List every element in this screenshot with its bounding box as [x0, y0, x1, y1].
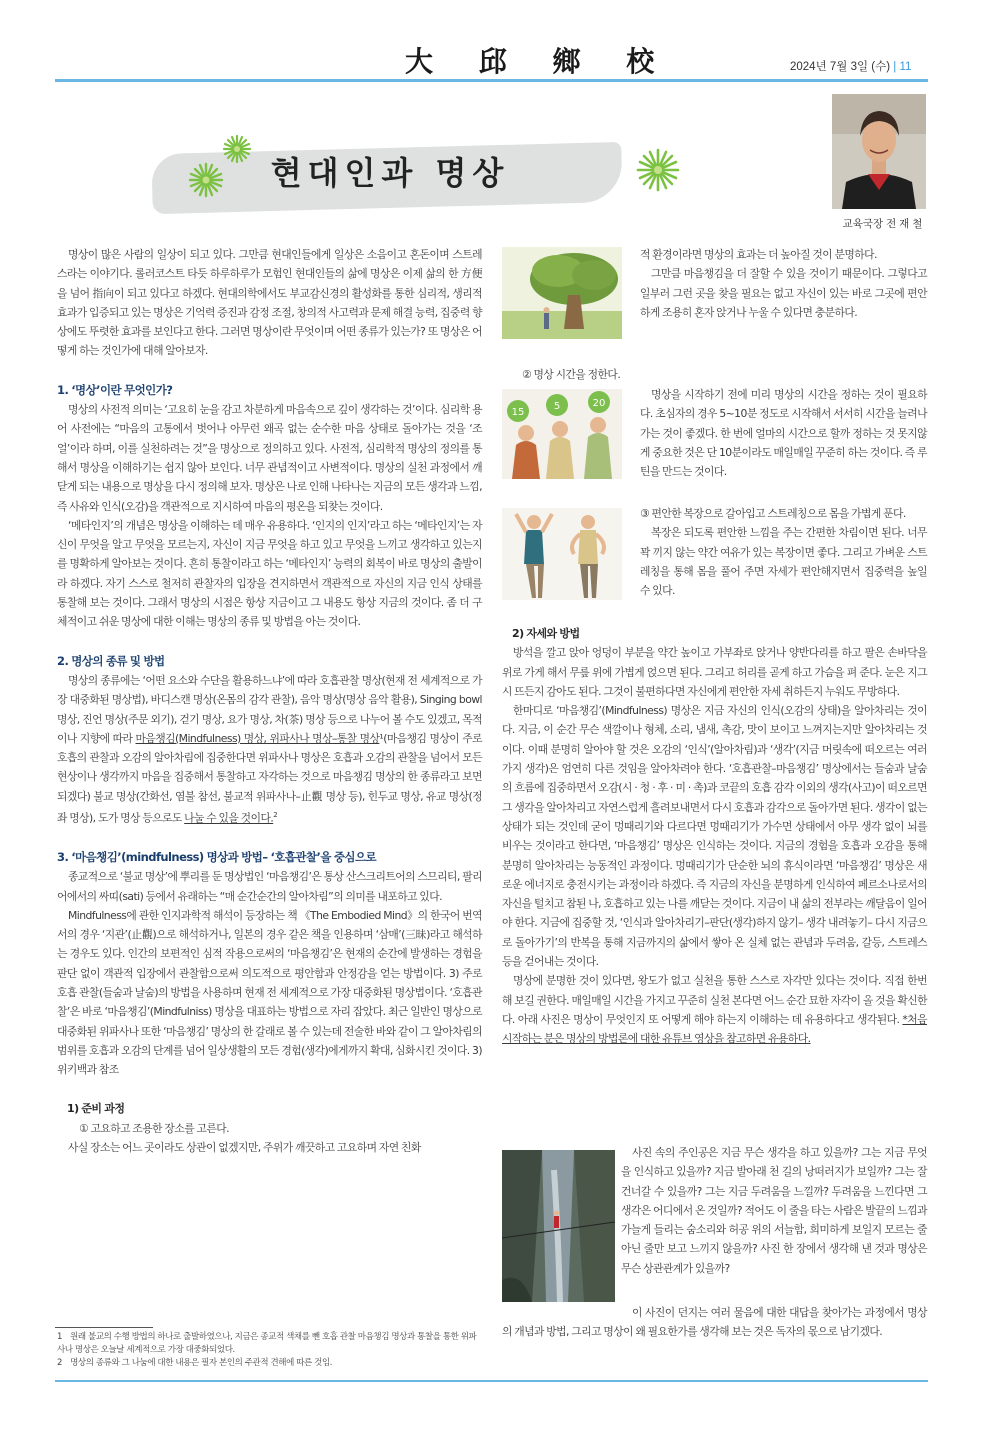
author-portrait — [832, 94, 926, 209]
article-title: 현대인과 명상 — [270, 154, 510, 192]
issue-date-line — [790, 58, 911, 74]
footnote-rule — [55, 1327, 153, 1328]
underlined-text: 나눌 수 있을 것이다. — [184, 811, 274, 825]
step-3-label: ③ 편안한 복장으로 갈아입고 스트레칭으로 몸을 가볍게 푼다. — [640, 507, 906, 520]
section-3-paragraph: Mindfulness에 관한 인지과학적 해석이 등장하는 책 《The Embodied Mind》의 한국어 번역서의 경우 ‘지관’(止觀)으로 해석하거나, 일본의 경우 같은 책을 인용하며 ‘삼매’(三昧)라고 해석하는 경우도 있다. 인간의 보편적인 심적 작용으로써의 ‘마음챙김’은 현재의 순간에 발생하는 경험을 판단 없이 객관적 입장에서 관찰함으로써 의도적으로 평안함과 안정감을 얻는 방법이다. 3) 주로 호흡 관찰(들숨과 날숨)의 방법을 사용하며 현재 전 세계적으로 가장 대중화된 명상법이다. ‘호흡관찰’은 바로 ‘마음챙김’(Mindfulniss) 명상을 대표하는 방법으로 자리 잡았다. 최근 일반인 명상으로 대중화된 위파사나 또한 ‘마음챙김’ 명상의 한 갈래로 볼 수 있는데 전술한 바와 같이 그 알아차림의 범위를 호흡과 오감의 단계를 넘어 일상생활의 모든 경험(생각)에게까지 확대, 심화시킨 것이다. 3) 위키백과 참조 — [57, 908, 482, 1077]
section-1-paragraph: ‘메타인지’의 개념은 명상을 이해하는 데 매우 유용하다. ‘인지의 인지’라고 하는 ‘메타인지’는 자신이 무엇을 알고 무엇을 모르는지, 자신이 지금 무엇을 하고 있고 무엇을 느끼고 생각하고 있는지를 명확하게 알아보는 것이다. 흔히 통찰이라고 하는 ‘메타인지’ 능력의 회복이 바로 명상의 출발이라 하겠다. 자기 스스로 철저히 관찰자의 입장을 견지하면서 객관적으로 자신의 지금 인식 상태를 통찰해 보는 것이다. 그래서 명상의 시점은 항상 지금이고 그 내용도 항상 지금의 것이다. 좀 더 구체적이고 쉬운 명상에 대한 이해는 명상의 종류 및 방법을 아는 것이다. — [57, 518, 482, 629]
photo-question-text — [621, 1143, 927, 1278]
right-top-text — [640, 245, 927, 322]
intro-paragraph: 명상이 많은 사람의 일상이 되고 있다. 그만큼 현대인들에게 일상은 소음이고 혼돈이며 스트레스라는 이야기다. 롤러코스트 타듯 하루하루가 모험인 현대인들의 삶에 명상은 이제 삶의 한 方便을 넘어 指向이 되고 있다고 하겠다. 현대의학에서도 부교감신경의 활성화를 통한 심리적, 생리적 효과가 입증되고 있는 명상은 기억력 증진과 감정 조절, 창의적 사고력과 문제 해결 능력, 집중력 향상에도 뚜렷한 효과를 보인다고 한다. 그러면 명상이란 무엇이며 어떤 종류가 있는가? 또 명상은 어떻게 하는 것인가에 대해 알아보자. — [57, 248, 482, 358]
paragraph: 그만큼 마음챙김을 더 잘할 수 있을 것이기 때문이다. 그렇다고 일부러 그런 곳을 찾을 필요는 없고 자신이 있는 바로 그곳에 편안하게 조용히 혼자 앉거나 누울 수 있다면 충분하다. — [640, 267, 927, 319]
prep-step-1-body: 사실 장소는 어느 곳이라도 상관이 없겠지만, 주위가 깨끗하고 고요하며 자연 친화 — [68, 1141, 421, 1155]
author-caption: 교육국장 전 재 철 — [842, 218, 923, 230]
text-span: ¹(마음챙김 명상이 주로 호흡의 관찰과 오감의 알아차림에 집중한다면 위파사나 명상은 호흡과 오감의 관찰을 넘어서 모든 현상이나 생각까지 마음을 집중해서 통찰하고 자각하는 것으로 마음챙김 명상의 한 종류라고 보면 되겠다) 불교 명상(간화선, 염불 참선, 불교적 위파사나–止觀 명상 등), 힌두교 명상, 유교 명상(정좌 명상), 도가 명상 등으로도 — [57, 731, 483, 825]
posture-section — [502, 624, 927, 1049]
photo-question-paragraph: 사진 속의 주인공은 지금 무슨 생각을 하고 있을까? 그는 지금 무엇을 인식하고 있을까? 지금 발아래 천 길의 낭떠러지가 보일까? 그는 잘 건너갈 수 있을까? 그는 지금 두려움을 느낄까? 두려움을 느낀다면 그 생각은 어디에서 온 것일까? 적어도 이 줄을 타는 사람은 발끝의 느낌과 가늘게 들리는 숨소리와 허공 위의 서늘함, 희미하게 보일지 모르는 줄 아닌 줄만 보고 느끼지 않을까? 사진 한 장에서 생각해 낸 것과 명상은 무슨 상관관계가 있을까? — [621, 1146, 927, 1275]
posture-paragraph: 한마디로 ‘마음챙김’(Mindfulness) 명상은 지금 자신의 인식(오감의 상태)을 알아차리는 것이다. 지금, 이 순간 무슨 색깔이나 형체, 소리, 냄새, 촉감, 맛이 보이고 느껴지는지만 알아차리는 것이다. 이때 분명히 알아야 할 것은 오감의 ‘인식’(알아차림)과 ‘생각’(지금 머릿속에 떠오르는 여러 가지 생각)은 엄연히 다른 것임을 알아차려야 한다. ‘호흡관찰–마음챙김’ 명상에서는 들숨과 날숨의 흐름에 집중하면서 오감(시 · 청 · 후 · 미 · 촉)과 코끝의 호흡 감각 이외의 생각(사고)이 떠오르면 그 생각을 알아차리고 자연스럽게 흘려보내면서 다시 호흡과 감각으로 돌아가면 된다. 생각이 없는 상태가 되는 것인데 굳이 멍때리기와 다르다면 멍때리기가 가수면 상태에서 아무 생각 없이 뇌를 비우는 것이라고 한다면, ‘마음챙김’ 명상은 인식하는 것이다. 지금의 경험을 호흡과 오감을 통해 분명히 알아차리는 능동적인 과정이다. 멍때리기가 단순한 뇌의 휴식이라면 ‘마음챙김’ 명상은 새로운 에너지로 충전시키는 과정이라 하겠다. 즉 지금의 자신을 분명하게 인식하여 페르소나로서의 자신을 털치고 참된 나, 호흡하고 있는 나를 깨닫는 것이다. 지금이 내 삶의 전부라는 깨달음이 일어야 한다. 지금에 집중할 것, ‘인식과 알아차리기–판단(생각)하지 않기– 생각 내려놓기– 다시 지금으로 돌아가기’의 반복을 통해 지금까지의 삶에서 쌓아 온 실체 없는 관념과 두려움, 갈등, 스트레스 등을 걷어내는 것이다. — [502, 704, 927, 969]
header-rule — [55, 79, 928, 82]
prep-heading: 1) 준비 과정 — [67, 1102, 125, 1116]
continued-paragraph: 적 환경이라면 명상의 효과는 더 높아질 것이 분명하다. — [640, 248, 877, 261]
footnote-1: 1 원래 불교의 수행 방법의 하나로 출발하였으나, 지금은 종교적 색채를 뺀 호흡 관찰 마음챙김 명상과 통찰을 통한 위파사나 명상은 오늘날 세계적으로 가장 대중화되었다. — [57, 1332, 477, 1355]
flower-icon — [636, 148, 680, 192]
youtube-tip: *처음 시작하는 분은 명상의 방법론에 대한 유튜브 영상을 참고하면 유용하다. — [502, 1012, 927, 1046]
posture-paragraph — [502, 971, 927, 1048]
posture-paragraph: 방석을 깔고 앉아 엉덩이 부분을 약간 높이고 가부좌로 앉거나 양반다리를 하고 팔은 손바닥을 위로 가게 해서 무릎 위에 가볍게 얹으면 된다. 그리고 허리를 곧게 하고 가슴을 펴 준다. 눈은 지그시 뜨든지 감아도 된다. 그것이 불편하다면 자신에게 편안한 자세 취하든지 누워도 무방하다. — [502, 646, 927, 698]
tree-illustration — [502, 247, 622, 339]
section-3-heading: 3. ‘마음챙김’(mindfulness) 명상과 방법– ‘호흡관찰’을 중심으로 — [57, 849, 377, 864]
step-2-body — [640, 385, 927, 481]
text-span: 명상의 종류에는 ‘어떤 요소와 수단을 활용하느냐’에 따라 호흡관찰 명상(현재 전 세계적으로 가장 대중화된 명상법), 바디스캔 명상(온몸의 감각 관찰), 음악 명상(명상 음악 활용), Singing bowl 명상, 진언 명상(주문 외기), 걷기 명상, 요가 명상, 차(茶) 명상 등으로 나누어 볼 수도 있겠고, 목적이나 지향에 따라 — [57, 673, 482, 745]
clock-illustration — [502, 389, 622, 479]
clock-number-5: 5 — [553, 401, 561, 412]
footnote-2: 2 명상의 종류와 그 나눔에 대한 내용은 필자 본인의 주관적 견해에 따른 것임. — [57, 1358, 333, 1368]
step-3-block — [640, 504, 927, 600]
step-2-label: ② 명상 시간을 정한다. — [522, 368, 621, 381]
page-number: 11 — [899, 61, 912, 73]
footnote-ref[interactable]: 2 — [273, 811, 278, 820]
section-2-paragraph — [57, 671, 482, 828]
left-column — [57, 245, 482, 1157]
tightrope-photo — [502, 1150, 615, 1302]
closing-paragraph: 이 사진이 던지는 여러 물음에 대한 대답을 찾아가는 과정에서 명상의 개념과 방법, 그리고 명상이 왜 필요한가를 생각해 보는 것은 독자의 몫으로 남기겠다. — [502, 1306, 927, 1339]
clock-number-20: 20 — [592, 398, 606, 409]
footer-rule — [55, 1380, 928, 1382]
prep-step-1: ① 고요하고 조용한 장소를 고른다. — [79, 1121, 229, 1135]
section-1-paragraph: 명상의 사전적 의미는 ‘고요히 눈을 감고 차분하게 마음속으로 깊이 생각하는 것’이다. 심리학 용어 사전에는 “마음의 고통에서 벗어나 아무런 왜곡 없는 순수한 마음 상태로 돌아가는 것을 ‘조얼’이라 하며, 이를 실천하려는 것”을 명상으로 정의하고 있다. 사전적, 심리학적 명상의 정의를 통해서 명상을 이해하기는 쉽지 않아 보인다. 너무 관념적이고 사변적이다. 명상의 실천 과정에서 깨닫게 되는 내용으로 명상을 다시 정의해 보자. 명상은 나로 인해 나타나는 지금의 모든 생각과 느낌, 즉 사유와 인식(오감)을 객관적으로 지시하여 마음의 평온을 되찾는 것이다. — [57, 403, 482, 513]
issue-date: 2024년 7월 3일 (수) — [790, 61, 891, 73]
page-separator: | — [893, 61, 897, 73]
section-2-heading: 2. 명상의 종류 및 방법 — [57, 653, 165, 668]
stretching-illustration — [502, 508, 622, 600]
step-2-paragraph: 명상을 시작하기 전에 미리 명상의 시간을 정하는 것이 필요하다. 초심자의 경우 5~10분 정도로 시작해서 서서히 시간을 늘려나가는 것이 좋겠다. 한 번에 얼마의 시간으로 할까 정하는 것 못지않게 중요한 것은 단 10분이라도 매일매일 꾸준히 하는 것이다. 즉 루틴을 만드는 것이다. — [640, 388, 927, 479]
closing-text — [502, 1303, 927, 1342]
footnotes — [57, 1331, 482, 1370]
clock-number-15: 15 — [511, 407, 525, 418]
underlined-text: 마음챙김(Mindfulness) 명상, 위파사나 명상–통찰 명상 — [135, 731, 380, 745]
section-3-paragraph: 종교적으로 ‘불교 명상’에 뿌리를 둔 명상법인 ‘마음챙김’은 통상 산스크리트어의 스므리티, 팔리어에서의 싸띠(sati) 등에서 유래하는 “매 순간순간의 알아차림”의 의미를 내포하고 있다. — [57, 870, 482, 903]
posture-heading: 2) 자세와 방법 — [512, 627, 580, 640]
step-3-paragraph: 복장은 되도록 편안한 느낌을 주는 간편한 차림이면 된다. 너무 꽉 끼지 않는 약간 여유가 있는 복장이면 좋다. 그리고 가벼운 스트레칭을 통해 몸을 풀어 주면 자세가 편안해지면서 집중력을 높일 수 있다. — [640, 526, 927, 598]
text-span: 명상에 분명한 것이 있다면, 왕도가 없고 실천을 통한 스스로 자각만 있다는 것이다. 직접 한번 해 보길 권한다. 매일매일 시간을 가지고 꾸준히 실천 본다면 어느 순간 묘한 자각이 올 것을 확신한다. 아래 사진은 명상이 무엇인지 또 어떻게 해야 하는지 이해하는 데 유용하다고 생각된다. — [502, 974, 927, 1026]
newspaper-masthead: 大 邱 鄉 校 — [405, 45, 673, 78]
section-1-heading: 1. ‘명상’이란 무엇인가? — [57, 382, 173, 397]
